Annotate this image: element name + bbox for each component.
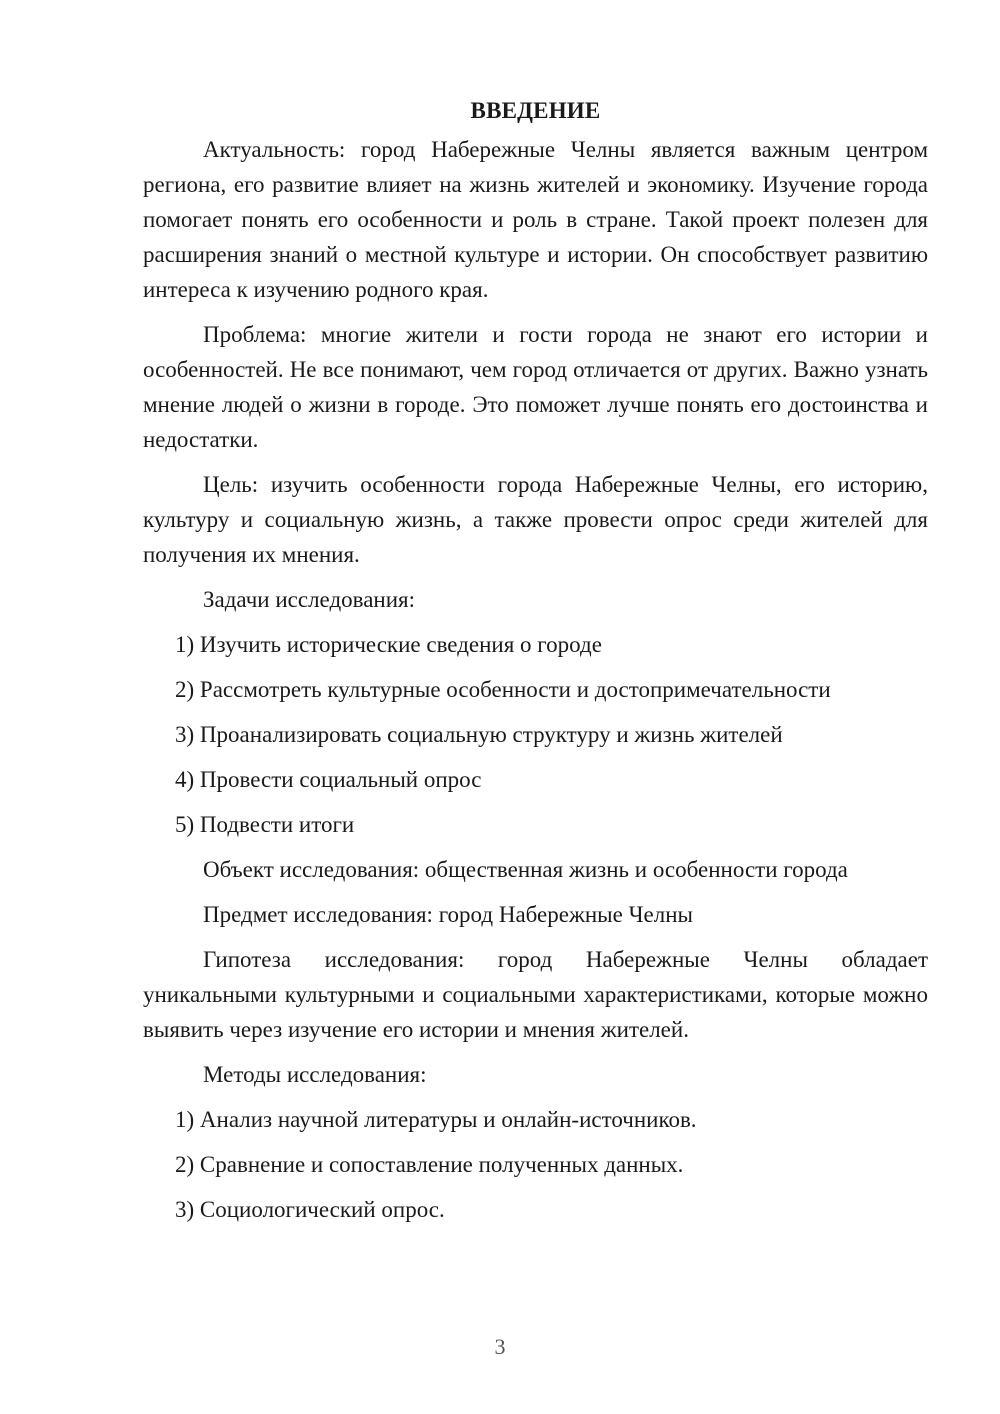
research-object: Объект исследования: общественная жизнь и особенности города [203,857,848,882]
problem-paragraph: Проблема: многие жители и гости города не знают его истории и особенностей. Не все понимают, чем город отличается от других. Важно узнать мнение людей о жизни в городе. Это поможет лучше понять его достоинства и недостатки. [143,322,928,452]
list-item: 2) Рассмотреть культурные особенности и достопримечательности [175,677,831,702]
tasks-list [143,627,928,842]
list-item: 2) Сравнение и сопоставление полученных данных. [175,1152,684,1177]
methods-heading: Методы исследования: [203,1062,427,1087]
goal-paragraph: Цель: изучить особенности города Набережные Челны, его историю, культуру и социальную жизнь, а также провести опрос среди жителей для получения их мнения. [143,472,928,567]
list-item: 3) Социологический опрос. [175,1197,445,1222]
list-item: 4) Провести социальный опрос [175,767,482,792]
list-item: 3) Проанализировать социальную структуру и жизнь жителей [175,722,783,747]
list-item: 1) Анализ научной литературы и онлайн-источников. [175,1107,697,1132]
research-subject: Предмет исследования: город Набережные Челны [203,902,693,927]
page-number: 3 [494,1334,506,1359]
tasks-heading: Задачи исследования: [203,587,416,612]
methods-list [143,1102,928,1227]
relevance-paragraph: Актуальность: город Набережные Челны является важным центром региона, его развитие влияет на жизнь жителей и экономику. Изучение города помогает понять его особенности и роль в стране. Такой проект полезен для расширения знаний о местной культуре и истории. Он способствует развитию интереса к изучению родного края. [143,137,928,302]
hypothesis-paragraph: Гипотеза исследования: город Набережные Челны обладает уникальными культурными и социальными характеристиками, которые можно выявить через изучение его истории и мнения жителей. [143,947,928,1042]
section-title: ВВЕДЕНИЕ [470,98,601,123]
list-item: 5) Подвести итоги [175,812,355,837]
list-item: 1) Изучить исторические сведения о городе [175,632,602,657]
document-body [143,96,928,1237]
